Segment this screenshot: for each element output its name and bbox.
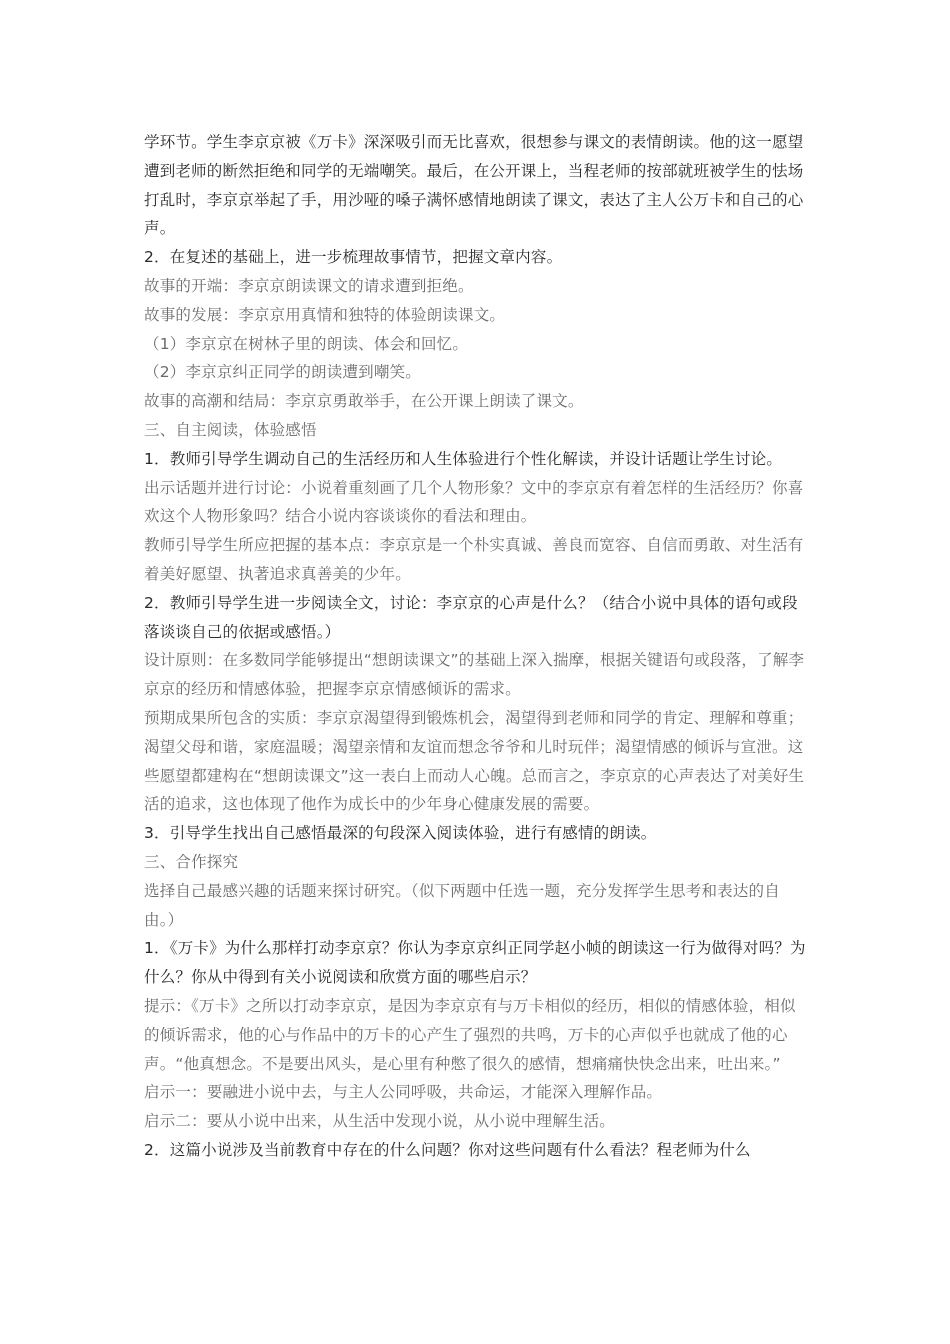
paragraph: 2．这篇小说涉及当前教育中存在的什么问题？你对这些问题有什么看法？程老师为什么 (144, 1140, 751, 1159)
paragraph: 启示二：要从小说中出来，从生活中发现小说，从小说中理解生活。 (144, 1112, 616, 1131)
paragraph: （2）李京京纠正同学的朗读遭到嘲笑。 (144, 363, 421, 382)
paragraph: 预期成果所包含的实质：李京京渴望得到锻炼机会，渴望得到老师和同学的肯定、理解和尊重；渴望父母和谐，家庭温暖；渴望亲情和友谊而想念爷爷和儿时玩伴；渴望情感的倾诉与宣泄。这些愿望都建构在“想朗读课文”这一表白上而动人心魄。总而言之，李京京的心声表达了对美好生活的追求，这也体现了他作为成长中的少年身心健康发展的需要。 (144, 708, 805, 814)
paragraph: 故事的开端：李京京朗读课文的请求遭到拒绝。 (144, 276, 474, 295)
paragraph: 提示：《万卡》之所以打动李京京，是因为李京京有与万卡相似的经历，相似的情感体验，相似的倾诉需求，他的心与作品中的万卡的心产生了强烈的共鸣，万卡的心声似乎也就成了他的心声。“他真想念。不是要出风头，是心里有种憋了很久的感情，想痛痛快快念出来，吐出来。” (144, 996, 796, 1073)
paragraph: 1．《万卡》为什么那样打动李京京？你认为李京京纠正同学赵小帧的朗读这一行为做得对吗？为什么？你从中得到有关小说阅读和欣赏方面的哪些启示？ (144, 939, 806, 987)
paragraph: 学环节。学生李京京被《万卡》深深吸引而无比喜欢，很想参与课文的表情朗读。他的这一愿望遭到老师的断然拒绝和同学的无端嘲笑。最后，在公开课上，当程老师的按部就班被学生的怯场打乱时，李京京举起了手，用沙哑的嗓子满怀感情地朗读了课文，表达了主人公万卡和自己的心声。 (144, 133, 804, 238)
paragraph: 3．引导学生找出自己感悟最深的句段深入阅读体验，进行有感情的朗读。 (144, 824, 657, 843)
paragraph: 选择自己最感兴趣的话题来探讨研究。（似下两题中任选一题，充分发挥学生思考和表达的自由。） (144, 881, 780, 929)
paragraph: 故事的高潮和结局：李京京勇敢举手，在公开课上朗读了课文。 (144, 392, 584, 411)
paragraph: 出示话题并进行讨论：小说着重刻画了几个人物形象？文中的李京京有着怎样的生活经历？你喜欢这个人物形象吗？结合小说内容谈谈你的看法和理由。 (144, 478, 804, 526)
paragraph: 1．教师引导学生调动自己的生活经历和人生体验进行个性化解读，并设计话题让学生讨论。 (144, 449, 783, 468)
paragraph: 启示一：要融进小说中去，与主人公同呼吸，共命运，才能深入理解作品。 (144, 1083, 663, 1102)
paragraph: （1）李京京在树林子里的朗读、体会和回忆。 (144, 334, 469, 353)
paragraph: 三、合作探究 (144, 852, 239, 871)
paragraph: 教师引导学生所应把握的基本点：李京京是一个朴实真诚、善良而宽容、自信而勇敢、对生活有着美好愿望、执著追求真善美的少年。 (144, 536, 804, 583)
paragraph: 设计原则：在多数同学能够提出“想朗读课文”的基础上深入揣摩，根据关键语句或段落，了解李京京的经历和情感体验，把握李京京情感倾诉的需求。 (144, 651, 805, 699)
document-body (144, 128, 810, 1165)
paragraph: 2．在复述的基础上，进一步梳理故事情节，把握文章内容。 (144, 248, 563, 267)
paragraph: 2．教师引导学生进一步阅读全文，讨论：李京京的心声是什么？（结合小说中具体的语句或段落谈谈自己的依据或感悟。） (144, 593, 798, 641)
paragraph: 故事的发展：李京京用真情和独特的体验朗读课文。 (144, 305, 506, 324)
paragraph: 三、自主阅读，体验感悟 (144, 420, 317, 439)
